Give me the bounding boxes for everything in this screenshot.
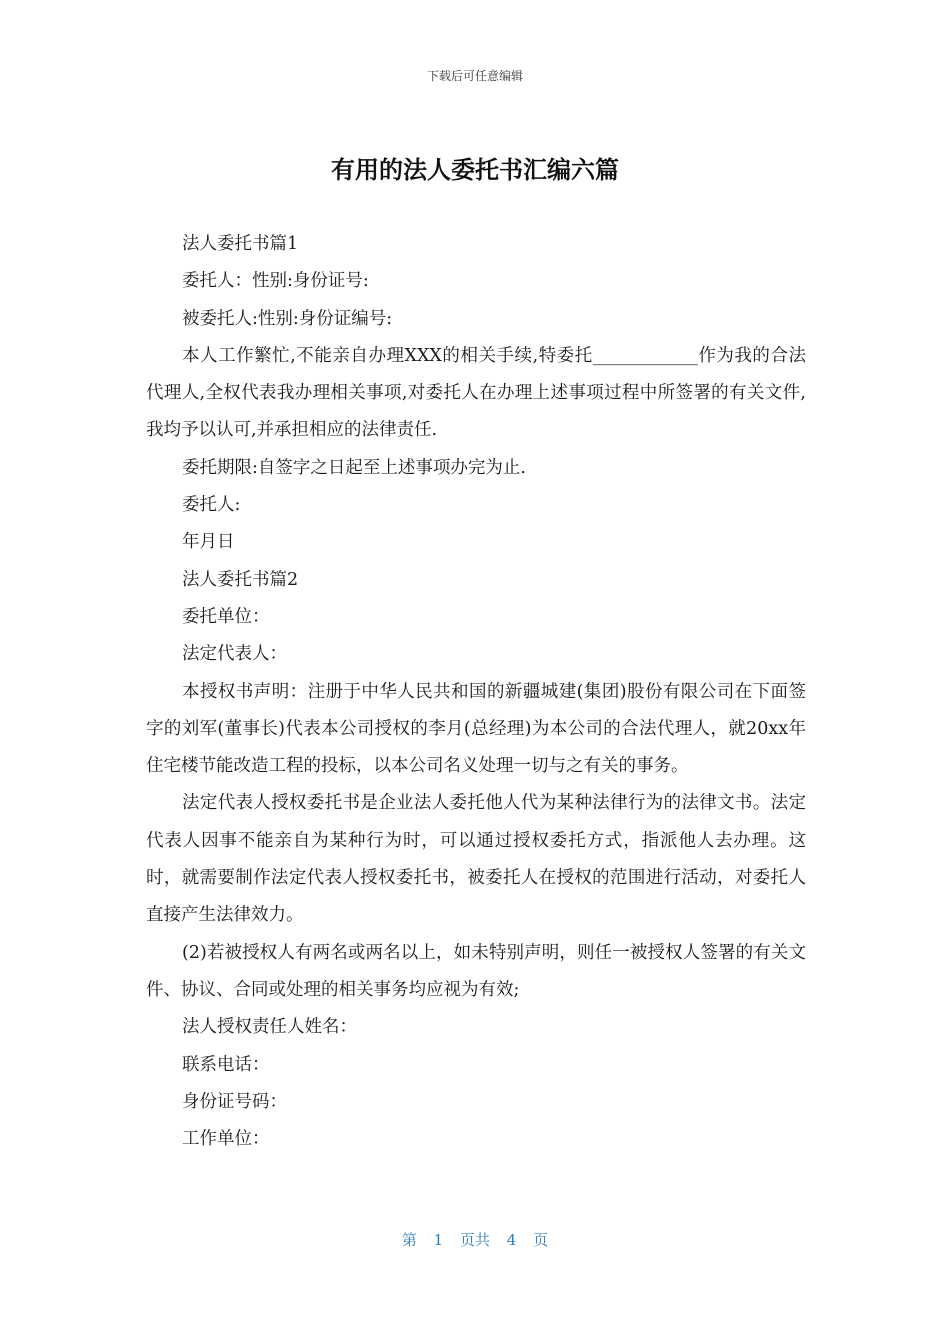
footer-page-suffix: 页 [533, 1231, 549, 1249]
agent-field-line: 被委托人:性别:身份证编号: [182, 308, 393, 329]
document-body [146, 226, 806, 1158]
footer-total-pages: 4 [506, 1231, 517, 1249]
document-title: 有用的法人委托书汇编六篇 [331, 156, 619, 184]
delegation-statement: 本人工作繁忙,不能亲自办理XXX的相关手续,特委托____________作为我的合法代理人,全权代表我办理相关事项,对委托人在办理上述事项过程中所签署的有关文件,我均予以认可,并承担相应的法律责任. [146, 345, 806, 441]
footer-current-page: 1 [433, 1231, 444, 1249]
work-unit-line: 工作单位： [182, 1129, 270, 1150]
contact-phone-line: 联系电话： [182, 1054, 270, 1075]
date-line: 年月日 [182, 532, 235, 553]
footer-total-label: 页共 [459, 1231, 490, 1249]
footer-page-label: 第 [401, 1231, 417, 1249]
authorization-declaration: 本授权书声明：注册于中华人民共和国的新疆城建(集团)股份有限公司在下面签字的刘军(董事长)代表本公司授权的李月(总经理)为本公司的合法代理人，就20xx年住宅楼节能改造工程的投标，以本公司名义处理一切与之有关的事务。 [146, 681, 806, 777]
header-note: 下载后可任意编辑 [426, 69, 523, 83]
delegation-period: 委托期限:自签字之日起至上述事项办完为止. [182, 457, 526, 478]
delegating-unit-line: 委托单位： [182, 606, 270, 627]
section-heading-1: 法人委托书篇1 [182, 234, 299, 254]
section-heading-2: 法人委托书篇2 [182, 569, 299, 590]
principal-signature-line: 委托人: [182, 495, 241, 516]
id-number-line: 身份证号码： [182, 1091, 287, 1112]
legal-representative-line: 法定代表人： [182, 644, 287, 665]
principal-field-line: 委托人：性别:身份证号: [182, 271, 369, 292]
multiple-agents-clause: (2)若被授权人有两名或两名以上，如未特别声明，则任一被授权人签署的有关文件、协议、合同或处理的相关事务均应视为有效; [146, 942, 806, 1000]
page-footer [0, 1229, 950, 1250]
responsible-person-name-line: 法人授权责任人姓名： [182, 1017, 357, 1038]
authorization-explanation: 法定代表人授权委托书是企业法人委托他人代为某种法律行为的法律文书。法定代表人因事不能亲自为某种行为时，可以通过授权委托方式，指派他人去办理。这时，就需要制作法定代表人授权委托书，被委托人在授权的范围进行活动，对委托人直接产生法律效力。 [146, 793, 806, 926]
